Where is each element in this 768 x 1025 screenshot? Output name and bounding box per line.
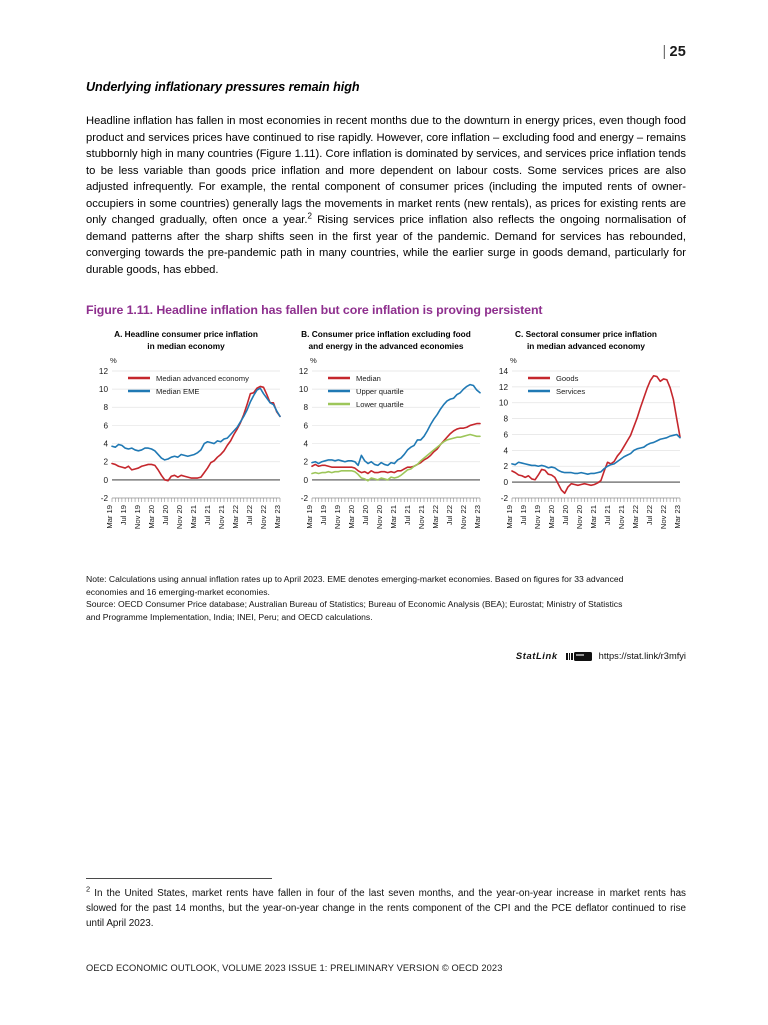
figure-note-line2: economies and 16 emerging-market economies. bbox=[86, 586, 270, 597]
svg-text:Nov 22: Nov 22 bbox=[459, 505, 468, 530]
svg-text:6: 6 bbox=[103, 421, 108, 431]
statlink-barcode-icon bbox=[566, 652, 592, 662]
figure-title: Figure 1.11. Headline inflation has fallen but core inflation is proving persistent bbox=[86, 303, 543, 317]
svg-text:Jul 20: Jul 20 bbox=[161, 505, 170, 526]
svg-text:Mar 20: Mar 20 bbox=[547, 505, 556, 529]
svg-text:12: 12 bbox=[98, 366, 108, 376]
svg-text:-2: -2 bbox=[300, 493, 308, 503]
series-line bbox=[312, 385, 480, 466]
header-separator: | bbox=[662, 44, 667, 60]
svg-text:Mar 22: Mar 22 bbox=[431, 505, 440, 529]
figure-source-line2: and Programme Implementation, India; INEI, Peru; and OECD calculations. bbox=[86, 611, 373, 622]
panel-a-plot bbox=[86, 353, 286, 543]
svg-text:0: 0 bbox=[303, 475, 308, 485]
panel-a-title-line1: A. Headline consumer price inflation bbox=[114, 329, 258, 339]
svg-text:Nov 20: Nov 20 bbox=[375, 505, 384, 530]
series-line bbox=[512, 435, 680, 475]
figure-note-line1: Note: Calculations using annual inflation rates up to April 2023. EME denotes emerging-market economies. Based on figures for 33 advanced bbox=[86, 574, 624, 584]
svg-text:Nov 22: Nov 22 bbox=[259, 505, 268, 530]
paragraph-text-part2: Rising services price inflation also reflects the ongoing normalisation of demand patterns after the sharp shifts seen in the first year of the pandemic. Demand for services has rebounded, converging towards the pre-pandemic path in many countries, while the earlier surge in goods demand, particularly for durable goods, has ebbed. bbox=[86, 214, 686, 276]
statlink-row[interactable] bbox=[86, 650, 686, 661]
svg-text:4: 4 bbox=[303, 439, 308, 449]
svg-text:8: 8 bbox=[303, 403, 308, 413]
panel-b-title-line1: B. Consumer price inflation excluding food bbox=[301, 329, 471, 339]
svg-text:Mar 21: Mar 21 bbox=[589, 505, 598, 529]
svg-text:Mar 23: Mar 23 bbox=[473, 505, 482, 529]
panel-c-title-line2: in median advanced economy bbox=[526, 340, 646, 351]
svg-text:2: 2 bbox=[503, 462, 508, 472]
svg-text:Nov 22: Nov 22 bbox=[659, 505, 668, 530]
footnote-divider bbox=[86, 878, 272, 879]
figure-panels bbox=[86, 329, 686, 543]
svg-text:Jul 22: Jul 22 bbox=[445, 505, 454, 526]
svg-text:10: 10 bbox=[98, 385, 108, 395]
svg-text:8: 8 bbox=[503, 414, 508, 424]
footnote-text: In the United States, market rents have fallen in four of the last seven months, and the year-on-year increase in market rents has slowed for the past 14 months, but the year-on-year change in the rents component of the CPI and the PCE deflator continued to rise until April 2023. bbox=[86, 888, 686, 930]
figure-source-line1: Source: OECD Consumer Price database; Australian Bureau of Statistics; Bureau of Economic Analysis (BEA); Eurostat; Ministry of Statistics bbox=[86, 599, 623, 610]
svg-text:Jul 21: Jul 21 bbox=[403, 505, 412, 526]
svg-text:Jul 21: Jul 21 bbox=[203, 505, 212, 526]
svg-text:Nov 20: Nov 20 bbox=[175, 505, 184, 530]
svg-text:Jul 19: Jul 19 bbox=[519, 505, 528, 526]
svg-text:Lower quartile: Lower quartile bbox=[356, 399, 404, 409]
svg-text:Nov 19: Nov 19 bbox=[333, 505, 342, 530]
svg-text:Jul 21: Jul 21 bbox=[603, 505, 612, 526]
panel-a-title-line2: in median economy bbox=[147, 340, 225, 351]
svg-text:Goods: Goods bbox=[556, 373, 579, 383]
panel-b-plot bbox=[286, 353, 486, 543]
svg-text:Mar 22: Mar 22 bbox=[231, 505, 240, 529]
svg-text:Mar 22: Mar 22 bbox=[631, 505, 640, 529]
figure-1-11 bbox=[86, 303, 686, 543]
svg-text:Mar 19: Mar 19 bbox=[305, 505, 314, 529]
svg-text:10: 10 bbox=[498, 398, 508, 408]
svg-text:Nov 19: Nov 19 bbox=[133, 505, 142, 530]
svg-text:0: 0 bbox=[503, 478, 508, 488]
svg-text:Jul 22: Jul 22 bbox=[245, 505, 254, 526]
body-paragraph bbox=[86, 113, 686, 278]
panel-b-title bbox=[286, 329, 486, 353]
svg-text:12: 12 bbox=[298, 366, 308, 376]
svg-text:Services: Services bbox=[556, 386, 586, 396]
series-line bbox=[312, 424, 480, 474]
svg-text:%: % bbox=[510, 356, 517, 365]
svg-text:10: 10 bbox=[298, 385, 308, 395]
footnote-marker: 2 bbox=[86, 884, 91, 894]
svg-text:Median advanced economy: Median advanced economy bbox=[156, 373, 249, 383]
svg-text:Jul 22: Jul 22 bbox=[645, 505, 654, 526]
chart-panel-a bbox=[86, 329, 286, 543]
svg-text:Mar 21: Mar 21 bbox=[389, 505, 398, 529]
svg-text:0: 0 bbox=[103, 475, 108, 485]
page-header bbox=[663, 44, 687, 60]
svg-text:4: 4 bbox=[103, 439, 108, 449]
svg-text:2: 2 bbox=[103, 457, 108, 467]
section-heading: Underlying inflationary pressures remain high bbox=[86, 80, 360, 94]
svg-text:Nov 21: Nov 21 bbox=[417, 505, 426, 530]
series-line bbox=[112, 386, 280, 480]
svg-text:2: 2 bbox=[303, 457, 308, 467]
panel-c-title-line1: C. Sectoral consumer price inflation bbox=[514, 329, 657, 339]
svg-text:%: % bbox=[310, 356, 317, 365]
panel-a-title bbox=[86, 329, 286, 353]
page-content bbox=[86, 0, 686, 1025]
paragraph-text-part1: Headline inflation has fallen in most economies in recent months due to the downturn in energy prices, even though food product and services prices have continued to rise rapidly. However, core inflation – excluding food and energy – remains stubbornly high in many countries (Figure 1.11). Core inflation is dominated by services, and services price inflation tends to be less variable than goods price inflation and more dependent on labour costs. Some services prices are also adjusted infrequently. For example, the rental component of consumer prices (including the imputed rents of owner-occupiers in some countries) generally lags the movements in market rents (new rentals), as prices for existing rents are only changed gradually, often once a year. bbox=[86, 115, 686, 227]
svg-text:-2: -2 bbox=[500, 493, 508, 503]
svg-text:Median EME: Median EME bbox=[156, 386, 200, 396]
statlink-label: StatLink bbox=[515, 650, 558, 661]
svg-text:Nov 21: Nov 21 bbox=[617, 505, 626, 530]
svg-text:Nov 20: Nov 20 bbox=[575, 505, 584, 530]
svg-text:%: % bbox=[110, 356, 117, 365]
svg-text:Jul 20: Jul 20 bbox=[561, 505, 570, 526]
panel-c-plot bbox=[486, 353, 686, 543]
svg-text:6: 6 bbox=[503, 430, 508, 440]
svg-text:Median: Median bbox=[356, 373, 381, 383]
panel-c-title bbox=[486, 329, 686, 353]
footnote-2 bbox=[86, 886, 686, 932]
svg-text:4: 4 bbox=[503, 446, 508, 456]
page-number: 25 bbox=[669, 44, 686, 60]
svg-text:Mar 23: Mar 23 bbox=[273, 505, 282, 529]
page-footer: OECD ECONOMIC OUTLOOK, VOLUME 2023 ISSUE 1: PRELIMINARY VERSION © OECD 2023 bbox=[86, 963, 503, 973]
chart-panel-c bbox=[486, 329, 686, 543]
svg-text:Nov 21: Nov 21 bbox=[217, 505, 226, 530]
svg-text:14: 14 bbox=[498, 366, 508, 376]
svg-text:Mar 20: Mar 20 bbox=[347, 505, 356, 529]
chart-panel-b bbox=[286, 329, 486, 543]
svg-text:12: 12 bbox=[498, 382, 508, 392]
svg-text:Mar 21: Mar 21 bbox=[189, 505, 198, 529]
svg-text:8: 8 bbox=[103, 403, 108, 413]
svg-text:Jul 20: Jul 20 bbox=[361, 505, 370, 526]
series-line bbox=[312, 435, 480, 481]
svg-text:Nov 19: Nov 19 bbox=[533, 505, 542, 530]
series-line bbox=[112, 388, 280, 460]
svg-text:Jul 19: Jul 19 bbox=[319, 505, 328, 526]
svg-text:6: 6 bbox=[303, 421, 308, 431]
svg-text:Mar 19: Mar 19 bbox=[505, 505, 514, 529]
svg-text:Mar 19: Mar 19 bbox=[105, 505, 114, 529]
figure-note-block bbox=[86, 573, 686, 623]
svg-text:Upper quartile: Upper quartile bbox=[356, 386, 404, 396]
panel-b-title-line2: and energy in the advanced economies bbox=[308, 340, 464, 351]
footnote-reference[interactable]: 2 bbox=[307, 211, 312, 221]
svg-text:Mar 20: Mar 20 bbox=[147, 505, 156, 529]
svg-text:Mar 23: Mar 23 bbox=[673, 505, 682, 529]
svg-text:Jul 19: Jul 19 bbox=[119, 505, 128, 526]
statlink-url[interactable]: https://stat.link/r3mfyi bbox=[598, 651, 686, 661]
svg-text:-2: -2 bbox=[100, 493, 108, 503]
